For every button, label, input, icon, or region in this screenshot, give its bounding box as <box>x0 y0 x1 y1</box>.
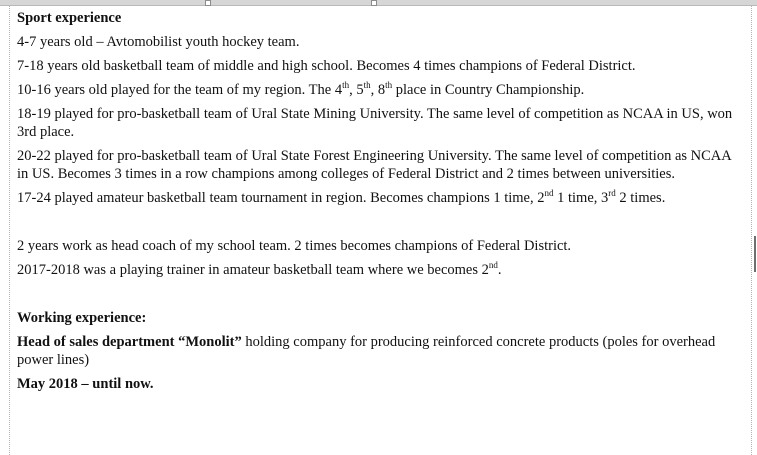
blank-line <box>17 210 745 234</box>
work-position: Head of sales department “Monolit” holding company for producing reinforced concrete products (poles for overhead power lines) <box>17 334 716 368</box>
sport-line-hockey: 4-7 years old – Avtomobilist youth hockey team. <box>17 34 300 50</box>
work-heading: Working experience: <box>17 310 147 326</box>
coach-line: 2 years work as head coach of my school team. 2 times becomes champions of Federal District. <box>17 238 572 254</box>
work-period: May 2018 – until now. <box>17 376 154 392</box>
blank-line <box>17 282 745 306</box>
sport-line-school: 7-18 years old basketball team of middle and high school. Becomes 4 times champions of Federal District. <box>17 58 636 74</box>
left-margin-guide <box>9 6 10 455</box>
trainer-line: 2017-2018 was a playing trainer in amateur basketball team where we becomes 2nd. <box>17 260 502 278</box>
scrollbar-thumb[interactable] <box>754 236 756 272</box>
document-page[interactable] <box>17 6 745 396</box>
sport-line-region: 10-16 years old played for the team of my region. The 4th, 5th, 8th place in Country Championship. <box>17 80 585 98</box>
sport-heading: Sport experience <box>17 10 122 26</box>
sport-line-forest: 20-22 played for pro-basketball team of Ural State Forest Engineering University. The same level of competition as NCAA in US. Becomes 3 times in a row champions among colleges of Federal District and 2 times between universities. <box>17 148 731 182</box>
sport-line-amateur: 17-24 played amateur basketball team tournament in region. Becomes champions 1 time, 2nd 1 time, 3rd 2 times. <box>17 188 666 206</box>
sport-line-mining: 18-19 played for pro-basketball team of Ural State Mining University. The same level of competition as NCAA in US, won 3rd place. <box>17 106 733 140</box>
right-margin-guide <box>751 6 752 455</box>
